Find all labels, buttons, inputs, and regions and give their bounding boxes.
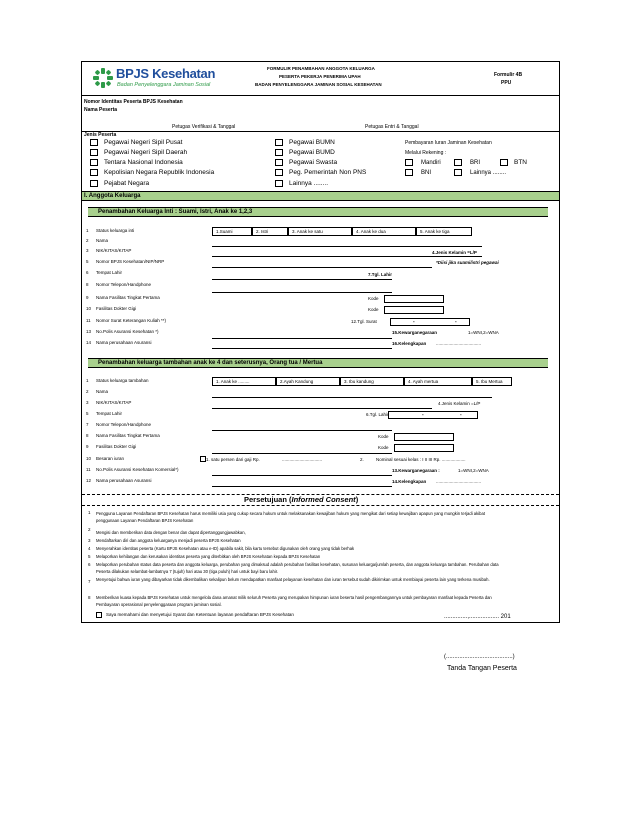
table-row: 3 NIK/KITAS/KITAP — [86, 400, 132, 405]
kewarganegaraan-label: 15.Kewarganegaraan — [392, 330, 438, 335]
payment-title: Pembayaran Iuran Jaminan Kesehatan — [405, 140, 492, 146]
status-opt-suami[interactable]: 1.Suami — [212, 227, 252, 236]
diisi-note: *Diisi jika suami/istri pegawai — [436, 260, 499, 265]
opt-pns-pusat: Pegawai Negeri Sipil Pusat — [104, 139, 183, 146]
logo-tagline: Badan Penyelenggara Jaminan Sosial — [117, 82, 211, 88]
status-opt-istri[interactable]: 2. Istri — [252, 227, 288, 236]
table-row: 11 No.Polis Asuransi Kesehatan Komersial*) — [86, 467, 179, 472]
iuran-opt-2: 2. — [360, 457, 364, 462]
sub-keluarga-tambahan-title: Penambahan keluarga tambahan anak ke 4 dan seterusnya, Orang tua / Mertua — [98, 360, 323, 366]
status-opt-anak3[interactable]: 5. Anak ke tiga — [416, 227, 472, 236]
nama-peserta-label: Nama Peserta — [84, 107, 118, 113]
form-sub: PPU — [501, 80, 512, 86]
tgl-lahir-label: 7.Tgl. Lahir — [368, 272, 393, 277]
table-row: 1 Status keluarga inti — [86, 228, 135, 233]
jenis-peserta-label: Jenis Peserta — [84, 132, 117, 138]
tgl-surat-dash-1: - — [413, 319, 415, 325]
status2-opt-ibu-mertua[interactable]: 5. Ibu Mertua — [472, 377, 512, 386]
iuran-opt-1: 1. satu persen dari gaji Rp. — [206, 457, 260, 462]
status2-opt-ayah-mertua[interactable]: 4. Ayah mertua — [404, 377, 472, 386]
kode-box-2[interactable] — [384, 306, 444, 314]
kode-2-label-1: Kode — [378, 434, 389, 439]
petugas-verifikasi-label: Petugas Verifikasi & Tanggal — [172, 124, 236, 130]
payment-via: Melalui Rekening : — [405, 150, 447, 156]
table-row: 5 Nomor BPJS Kesehatan/NIP/NRP — [86, 259, 165, 264]
kode-2-box-1[interactable] — [394, 433, 454, 441]
signature-name: (........................................) — [444, 654, 515, 660]
form-code: Formulir 4B — [494, 72, 523, 78]
checkbox-bank-lainnya[interactable] — [454, 169, 462, 176]
form-title-line-3: BADAN PENYELENGGARA JAMINAN SOSIAL KESEHATAN — [255, 82, 382, 87]
checkbox-bni[interactable] — [405, 169, 413, 176]
kewarganegaraan-2-label: 13.Kewarganegaraan : — [392, 468, 440, 473]
table-row: 8 Nama Fasilitas Tingkat Pertama — [86, 433, 160, 438]
registration-form: BPJS Kesehatan Badan Penyelenggara Jaminan Sosial FORMULIR PENAMBAHAN ANGGOTA KELUARGA PESERTA PEKERJA PENERIMA UPAH BADAN PENYELENGGARA JAMINAN SOSIAL KESEHATAN Formulir 4B PPU Nomor Identitas Peserta BPJS Kesehatan Nama Peserta Petugas Verifikasi & Tanggal Petugas Entri & Tanggal Jenis Peserta Pegawai Negeri Sipil Pusat Pegawai Negeri Sipil Daerah Tentara Nasional Indonesia Kepolisian Negara Republik Indonesia Pejabat Negara Pegawai BUMN Pegawai BUMD Pegawai Swasta Peg. Pemerintah Non PNS Lainnya ........ Pembayaran Iuran Jaminan Kesehatan Melalui Rekening : Mandiri BRI BTN BNI Lainnya ........ I. Anggota Keluarga Penambahan Keluarga Inti : Suami, Istri, Anak ke 1,2,3 1 Status keluarga inti 2 Nama 3 NIK/KITAS/KITAP 5 Nomor BPJS Kesehatan/NIP/NRP 6 Tempat Lahir 8 Nomor Telepon/Handphone 9 Nama Fasilitas Tingkat Pertama 10 Fasilitas Dokter Gigi 11 Nomor Surat Keterangan Kuliah **) 13 No.Polis Asuransi Kesehatan *) 14 Nama perusahaan Asuransi 1.Suami 2. Istri 3. Anak ke satu 4. Anak ke dua 5. Anak ke tiga 4.Jenis Kelamin =L/P *Diisi jika suami/istri pegawai 7.Tgl. Lahir Kode Kode 12.Tgl. Surat - - 15.Kewarganegaraan 1=WNI,2=WNA 16.Kelengkapan .................................... Penambahan keluarga tambahan anak ke 4 dan seterusnya, Orang tua / Mertua 1 Status keluarga tambahan 2 Nama 3 NIK/KITAS/KITAP 5 Tempat Lahir 7 Nomor Telepon/Handphone 8 Nama Fasilitas Tingkat Pertama 9 Fasilitas Dokter Gigi 10 Besaran iuran 11 No.Polis Asuransi Kesehatan Komersial*) 12 Nama perusahaan Asuransi 1. Anak ke ......... 2.Ayah Kandung 3. Ibu kandung 4. Ayah mertua 5. Ibu Mertua 4.Jenis Kelamin =L/P 6.Tgl. Lahir - - Kode Kode 1. satu persen dari gaji Rp. ................................ 2. Nominal sesuai kelas : I II III Rp. ................... 13.Kewarganegaraan : 1=WNI,2=WNA 14.Kelengkapan .................................... Persetujuan (Informed Consent) 1 Pengguna Layanan Pendaftaran BPJS Kesehatan harus memiliki usia yang cukup secara hukum untuk melaksanakan kewajiban hukum yang mengikat dari setiap kewajiban apapun yang mungkin terjadi akibat penggunaan Layanan Pendaftaran BPJS Kesehatan 2 Mengisi dan memberikan data dengan benar dan dapat dipertanggungjawabkan, 3 Mendaftarkan diri dan anggota keluarganya menjadi peserta BPJS Kesehatan 4 Menyerahkan identitas peserta (Kartu BPJS Kesehatan atau e-ID) apabila sakit, bila kartu tersebut digunakan oleh orang yang tidak berhak 5 Melaporkan kehilangan dan kerusakan identitas peserta yang diterbitkan oleh BPJS Kesehatan kepada BPJS Kesehatan 6 Melaporkan perubahan status data peserta dan anggota keluarga, perubahan yang dimaksud adalah perubahan fasilitas kesehatan, susunan keluarga/jumlah peserta, dan anggota keluarga tambahan. Perubahan data Peserta dilakukan selambat-lambatnya 7 (tujuh) hari atau 30 (tiga puluh) hari untuk bayi baru lahir. 7 Menyetujui bahwa iuran yang dibayarkan tidak dikembalikan sekalipun belum mendapatkan manfaat pelayanan kesehatan dan iuran tersebut sudah dikirimkan untuk membiayai peserta lain yang terkena musibah. 8 Memberikan kuasa kepada BPJS Kesehatan untuk mengelola dana amanat milik seluruh Peserta yang merupakan himpunan iuran beserta hasil pengembangannya untuk pembayaran manfaat kepada Peserta dan Pembayaran operasional penyelenggaraan program jaminan sosial. Saya memahami dan menyetujui Syarat dan Ketentuan layanan pendaftaran BPJS Kesehatan — [81, 61, 560, 623]
form-title-line-1: FORMULIR PENAMBAHAN ANGGOTA KELUARGA — [267, 66, 375, 71]
checkbox-pns-daerah[interactable] — [90, 149, 98, 156]
kelengkapan-dots: .................................... — [436, 341, 482, 346]
sub-keluarga-inti-title: Penambahan Keluarga Inti : Suami, Istri, Anak ke 1,2,3 — [98, 209, 253, 215]
opt-tni: Tentara Nasional Indonesia — [104, 159, 183, 166]
tgl-lahir-2-box[interactable] — [388, 411, 478, 419]
kode-label-2: Kode — [368, 307, 379, 312]
section-anggota-title: I. Anggota Keluarga — [84, 193, 141, 199]
tgl-surat-label: 12.Tgl. Surat — [351, 319, 377, 324]
opt-non-pns: Peg. Pemerintah Non PNS — [289, 169, 367, 176]
iuran-dots: ................................ — [282, 457, 323, 462]
checkbox-iuran-1[interactable] — [200, 456, 206, 462]
status2-opt-ibu[interactable]: 3. Ibu kandung — [340, 377, 404, 386]
status-opt-anak2[interactable]: 4. Anak ke dua — [352, 227, 416, 236]
checkbox-polri[interactable] — [90, 169, 98, 176]
tgl-surat-box[interactable] — [390, 318, 470, 326]
sub-keluarga-tambahan — [88, 358, 548, 368]
table-row: 9 Fasilitas Dokter Gigi — [86, 444, 137, 449]
wni-wna-2-label: 1=WNI,2=WNA — [458, 468, 489, 473]
table-row: 14 Nama perusahaan Asuransi — [86, 340, 152, 345]
table-row: 9 Nama Fasilitas Tingkat Pertama — [86, 295, 160, 300]
bank-mandiri: Mandiri — [421, 160, 441, 166]
checkbox-bumn[interactable] — [275, 139, 283, 146]
sub-keluarga-inti — [88, 207, 548, 217]
jenis-kelamin-2-label: 4.Jenis Kelamin =L/P — [438, 401, 481, 406]
checkbox-non-pns[interactable] — [275, 169, 283, 176]
form-title-line-2: PESERTA PEKERJA PENERIMA UPAH — [279, 74, 361, 79]
status-opt-anak1[interactable]: 3. Anak ke satu — [288, 227, 352, 236]
opt-pns-daerah: Pegawai Negeri Sipil Daerah — [104, 149, 188, 156]
table-row: 11 Nomor Surat Keterangan Kuliah **) — [86, 318, 167, 323]
status2-opt-ayah[interactable]: 2.Ayah Kandung — [276, 377, 340, 386]
agree-label: Saya memahami dan menyetujui Syarat dan Ketentuan layanan pendaftaran BPJS Kesehatan — [106, 612, 294, 617]
consent-title: Persetujuan (Informed Consent) — [244, 495, 359, 504]
checkbox-tni[interactable] — [90, 159, 98, 166]
kode-2-label-2: Kode — [378, 445, 389, 450]
petugas-entri-label: Petugas Entri & Tanggal — [365, 124, 419, 130]
bpjs-logo — [88, 65, 248, 91]
table-row: 3 NIK/KITAS/KITAP — [86, 248, 132, 253]
nomor-identitas-label: Nomor Identitas Peserta BPJS Kesehatan — [84, 99, 183, 105]
wni-wna-label: 1=WNI,2=WNA — [468, 330, 499, 335]
table-row: 10 Besaran iuran — [86, 456, 125, 461]
tgl-lahir-2-label: 6.Tgl. Lahir — [366, 412, 389, 417]
bank-btn: BTN — [514, 159, 527, 166]
tgl-lahir-2-dash-1: - — [422, 412, 424, 418]
table-row: 1 Status keluarga tambahan — [86, 378, 149, 383]
kelengkapan-2-dots: .................................... — [436, 479, 482, 484]
opt-polri: Kepolisian Negara Republik Indonesia — [104, 169, 215, 176]
table-row: 13 No.Polis Asuransi Kesehatan *) — [86, 329, 159, 334]
table-row: 8 Nomor Telepon/Handphone — [86, 282, 151, 287]
bank-lainnya: Lainnya ........ — [470, 170, 507, 176]
opt-bumn: Pegawai BUMN — [289, 139, 335, 146]
opt-bumd: Pegawai BUMD — [289, 149, 335, 156]
checkbox-pejabat[interactable] — [90, 180, 98, 187]
table-row: 2 Nama — [86, 238, 109, 243]
section-anggota-keluarga — [82, 191, 559, 201]
iuran-nominal: Nominal sesuai kelas : I II III Rp. ................... — [376, 457, 466, 462]
table-row: 12 Nama perusahaan Asuransi — [86, 478, 152, 483]
kode-label-1: Kode — [368, 296, 379, 301]
tgl-lahir-2-dash-2: - — [460, 412, 462, 418]
jenis-kelamin-label: 4.Jenis Kelamin =L/P — [432, 250, 477, 255]
bank-bri: BRI — [470, 160, 481, 166]
signature-date: ..............,.................. 201 — [444, 614, 511, 620]
table-row: 2 Nama — [86, 389, 109, 394]
kelengkapan-2-label: 14.Kelengkapan — [392, 479, 427, 484]
opt-pejabat: Pejabat Negara — [104, 180, 150, 187]
checkbox-btn[interactable] — [500, 159, 508, 166]
table-row: 5 Tempat Lahir — [86, 411, 123, 416]
bank-bni: BNI — [421, 170, 432, 176]
logo-brand: BPJS Kesehatan — [116, 66, 216, 81]
checkbox-bumd[interactable] — [275, 149, 283, 156]
table-row: 7 Nomor Telepon/Handphone — [86, 422, 151, 427]
table-row: 10 Fasilitas Dokter Gigi — [86, 306, 137, 311]
checkbox-bri[interactable] — [454, 159, 462, 166]
tgl-surat-dash-2: - — [455, 319, 457, 325]
checkbox-agree[interactable] — [96, 612, 102, 618]
checkbox-lainnya[interactable] — [275, 180, 283, 187]
kode-2-box-2[interactable] — [394, 444, 454, 452]
opt-swasta: Pegawai Swasta — [289, 159, 338, 166]
opt-lainnya: Lainnya ........ — [289, 180, 329, 187]
checkbox-pns-pusat[interactable] — [90, 139, 98, 146]
checkbox-swasta[interactable] — [275, 159, 283, 166]
signature-caption: Tanda Tangan Peserta — [447, 665, 517, 672]
table-row: 6 Tempat Lahir — [86, 270, 123, 275]
checkbox-mandiri[interactable] — [405, 159, 413, 166]
kode-box-1[interactable] — [384, 295, 444, 303]
status2-opt-anak[interactable]: 1. Anak ke ......... — [212, 377, 276, 386]
kelengkapan-label: 16.Kelengkapan — [392, 341, 427, 346]
bpjs-logo-icon — [92, 67, 114, 89]
